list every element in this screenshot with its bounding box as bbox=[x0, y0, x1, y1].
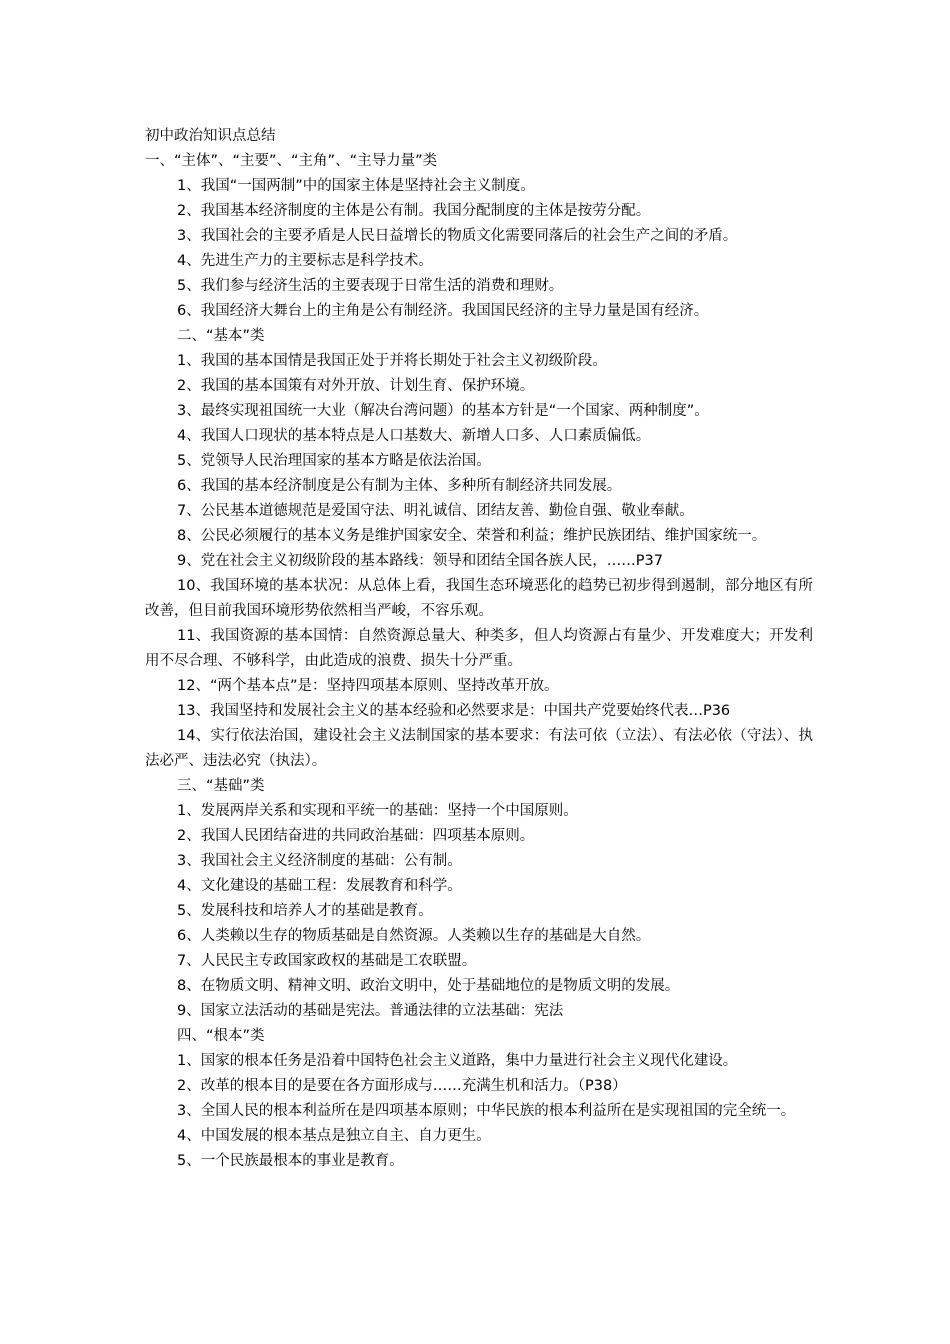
list-item: 5、一个民族最根本的事业是教育。 bbox=[177, 1153, 404, 1169]
list-item: 8、公民必须履行的基本义务是维护国家安全、荣誉和利益；维护民族团结、维护国家统一。 bbox=[177, 528, 767, 544]
list-item: 1、我国“一国两制”中的国家主体是坚持社会主义制度。 bbox=[177, 178, 535, 194]
list-item: 12、“两个基本点”是：坚持四项基本原则、坚持改革开放。 bbox=[177, 678, 559, 694]
list-item: 3、全国人民的根本利益所在是四项基本原则；中华民族的根本利益所在是实现祖国的完全统一。 bbox=[177, 1103, 796, 1119]
list-item: 6、人类赖以生存的物质基础是自然资源。人类赖以生存的基础是大自然。 bbox=[177, 928, 651, 944]
list-item: 13、我国坚持和发展社会主义的基本经验和必然要求是：中国共产党要始终代表…P36 bbox=[177, 703, 731, 719]
list-item: 2、我国人民团结奋进的共同政治基础：四项基本原则。 bbox=[177, 828, 535, 844]
section-heading-3: 三、“基础”类 bbox=[177, 778, 265, 794]
list-item: 4、中国发展的根本基点是独立自主、自力更生。 bbox=[177, 1128, 491, 1144]
list-item: 6、我国的基本经济制度是公有制为主体、多种所有制经济共同发展。 bbox=[177, 478, 622, 494]
list-item: 4、我国人口现状的基本特点是人口基数大、新增人口多、人口素质偏低。 bbox=[177, 428, 651, 444]
list-item: 9、国家立法活动的基础是宪法。普通法律的立法基础：宪法 bbox=[177, 1003, 564, 1019]
list-item: 10、我国环境的基本状况：从总体上看，我国生态环境恶化的趋势已初步得到遏制，部分地区有所改善，但目前我国环境形势依然相当严峻，不容乐观。 bbox=[145, 578, 813, 619]
list-item: 4、文化建设的基础工程：发展教育和科学。 bbox=[177, 878, 462, 894]
list-item: 1、我国的基本国情是我国正处于并将长期处于社会主义初级阶段。 bbox=[177, 353, 607, 369]
list-item: 6、我国经济大舞台上的主角是公有制经济。我国国民经济的主导力量是国有经济。 bbox=[177, 303, 709, 319]
list-item: 3、我国社会的主要矛盾是人民日益增长的物质文化需要同落后的社会生产之间的矛盾。 bbox=[177, 228, 738, 244]
section-heading-4: 四、“根本”类 bbox=[177, 1028, 265, 1044]
list-item: 4、先进生产力的主要标志是科学技术。 bbox=[177, 253, 433, 269]
list-item: 1、发展两岸关系和实现和平统一的基础：坚持一个中国原则。 bbox=[177, 803, 578, 819]
list-item: 3、最终实现祖国统一大业（解决台湾问题）的基本方针是“一个国家、两种制度”。 bbox=[177, 403, 709, 419]
list-item: 2、改革的根本目的是要在各方面形成与……充满生机和活力。（P38） bbox=[177, 1078, 627, 1094]
list-item: 1、国家的根本任务是沿着中国特色社会主义道路，集中力量进行社会主义现代化建设。 bbox=[177, 1053, 738, 1069]
list-item: 11、我国资源的基本国情：自然资源总量大、种类多，但人均资源占有量少、开发难度大；开发利用不尽合理、不够科学，由此造成的浪费、损失十分严重。 bbox=[145, 628, 813, 669]
list-item: 3、我国社会主义经济制度的基础：公有制。 bbox=[177, 853, 462, 869]
document-title: 初中政治知识点总结 bbox=[145, 128, 276, 144]
list-item: 2、我国基本经济制度的主体是公有制。我国分配制度的主体是按劳分配。 bbox=[177, 203, 651, 219]
section-heading-1: 一、“主体”、“主要”、“主角”、“主导力量”类 bbox=[145, 153, 438, 169]
list-item: 7、人民民主专政国家政权的基础是工农联盟。 bbox=[177, 953, 477, 969]
list-item: 5、我们参与经济生活的主要表现于日常生活的消费和理财。 bbox=[177, 278, 564, 294]
list-item: 5、发展科技和培养人才的基础是教育。 bbox=[177, 903, 433, 919]
document-page bbox=[145, 124, 813, 1174]
list-item: 7、公民基本道德规范是爱国守法、明礼诚信、团结友善、勤俭自强、敬业奉献。 bbox=[177, 503, 694, 519]
list-item: 9、党在社会主义初级阶段的基本路线：领导和团结全国各族人民，……P37 bbox=[177, 553, 663, 569]
section-heading-2: 二、“基本”类 bbox=[177, 328, 265, 344]
list-item: 2、我国的基本国策有对外开放、计划生育、保护环境。 bbox=[177, 378, 535, 394]
list-item: 5、党领导人民治理国家的基本方略是依法治国。 bbox=[177, 453, 491, 469]
list-item: 14、实行依法治国，建设社会主义法制国家的基本要求：有法可依（立法）、有法必依（守法）、执法必严、违法必究（执法）。 bbox=[145, 728, 813, 769]
list-item: 8、在物质文明、精神文明、政治文明中，处于基础地位的是物质文明的发展。 bbox=[177, 978, 680, 994]
